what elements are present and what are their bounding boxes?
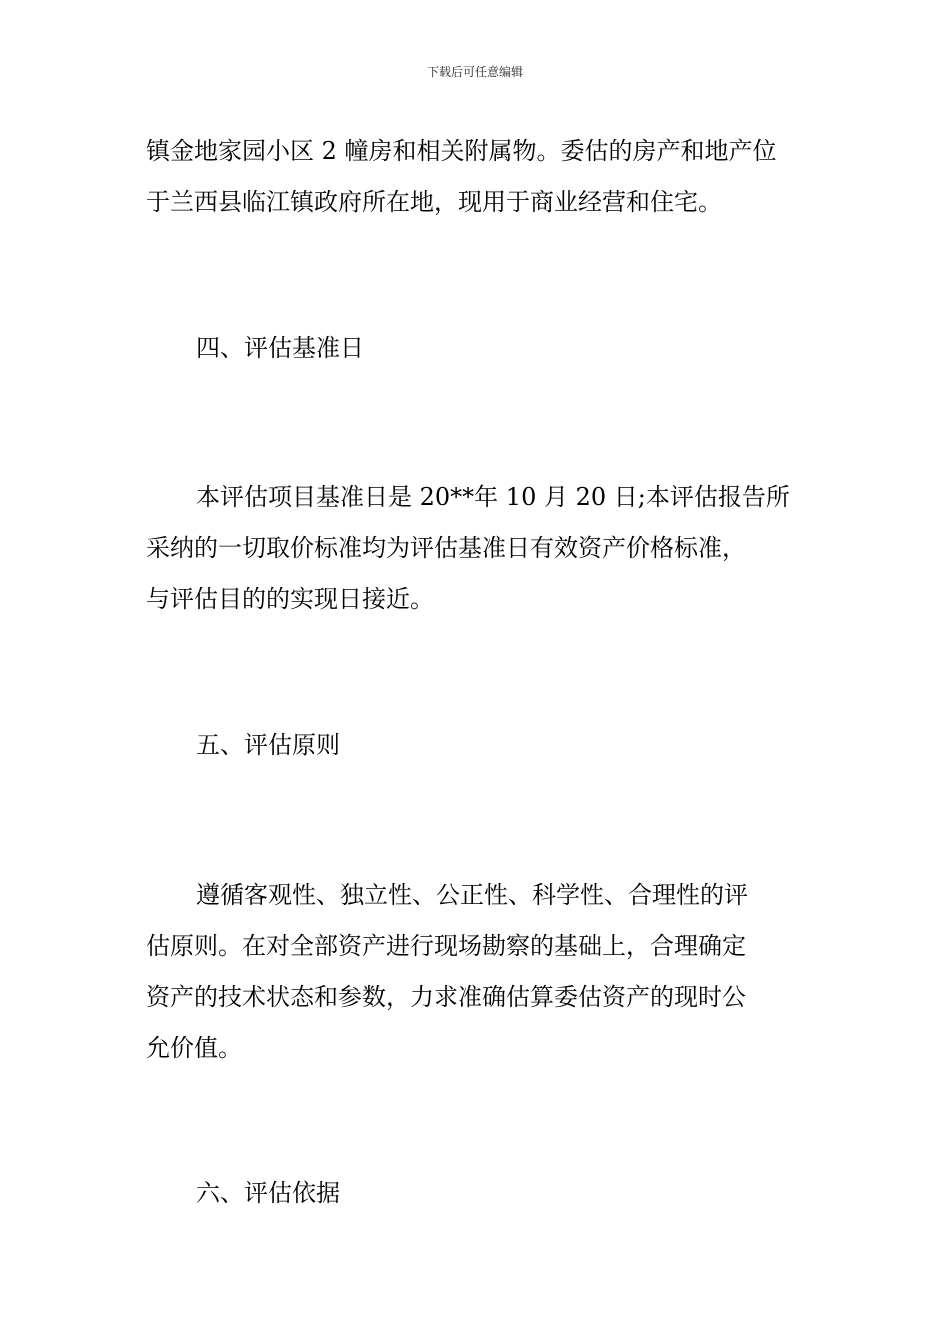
paragraph-valuation-date	[146, 472, 810, 625]
paragraph-line: 资产的技术状态和参数，力求准确估算委估资产的现时公	[146, 983, 746, 1011]
section-heading-basis	[146, 1168, 810, 1219]
paragraph-line: 估原则。在对全部资产进行现场勘察的基础上，合理确定	[146, 932, 746, 960]
paragraph-line: 于兰西县临江镇政府所在地，现用于商业经营和住宅。	[146, 188, 722, 216]
paragraph-line: 本评估项目基准日是 20**年 10 月 20 日;本评估报告所	[196, 483, 790, 511]
paragraph-line: 镇金地家园小区 2 幢房和相关附属物。委估的房产和地产位	[146, 137, 777, 165]
heading-text: 四、评估基准日	[196, 334, 364, 362]
section-heading-principles	[146, 720, 810, 771]
paragraph-line: 采纳的一切取价标准均为评估基准日有效资产价格标准，	[146, 534, 746, 562]
heading-text: 五、评估原则	[196, 731, 340, 759]
header-note: 下载后可任意编辑	[426, 65, 523, 79]
section-heading-valuation-date	[146, 323, 810, 374]
paragraph-line: 与评估目的的实现日接近。	[146, 585, 434, 613]
paragraph-line: 允价值。	[146, 1034, 242, 1062]
heading-text: 六、评估依据	[196, 1179, 340, 1207]
paragraph-property-location	[146, 126, 810, 228]
paragraph-principles	[146, 870, 810, 1074]
paragraph-line: 遵循客观性、独立性、公正性、科学性、合理性的评	[196, 881, 748, 909]
